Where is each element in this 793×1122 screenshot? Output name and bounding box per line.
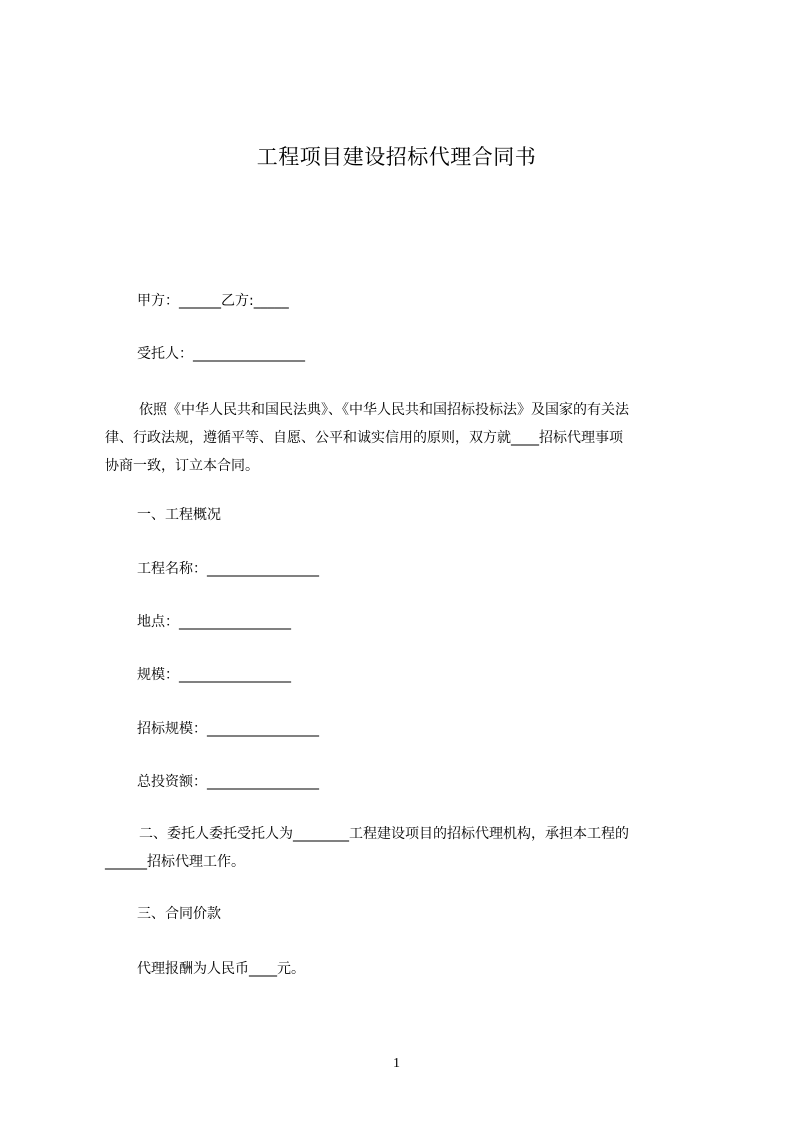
bid-scale-line: 招标规模：________________ bbox=[137, 721, 319, 737]
section-2-paragraph bbox=[105, 820, 705, 876]
section-2-line-2: ______招标代理工作。 bbox=[105, 854, 245, 870]
section-2-line-1: 二、委托人委托受托人为________工程建设项目的招标代理机构，承担本工程的 bbox=[139, 826, 629, 842]
party-line: 甲方：______乙方:_____ bbox=[137, 293, 289, 309]
agent-line: 受托人：________________ bbox=[137, 346, 305, 362]
intro-paragraph bbox=[105, 396, 705, 480]
page-number: 1 bbox=[393, 1056, 400, 1071]
document-title: 工程项目建设招标代理合同书 bbox=[256, 145, 537, 169]
location-line: 地点：________________ bbox=[137, 614, 291, 630]
total-investment-line: 总投资额：________________ bbox=[137, 774, 319, 790]
section-1-heading: 一、工程概况 bbox=[137, 507, 221, 523]
intro-line-2: 律、行政法规，遵循平等、自愿、公平和诚实信用的原则，双方就____招标代理事项 bbox=[105, 430, 623, 446]
intro-line-3: 协商一致，订立本合同。 bbox=[105, 458, 259, 474]
fee-line: 代理报酬为人民币____元。 bbox=[137, 961, 305, 977]
section-3-heading: 三、合同价款 bbox=[137, 906, 221, 922]
scale-line: 规模：________________ bbox=[137, 667, 291, 683]
project-name-line: 工程名称：________________ bbox=[137, 561, 319, 577]
intro-line-1: 依照《中华人民共和国民法典》、《中华人民共和国招标投标法》及国家的有关法 bbox=[139, 402, 629, 418]
